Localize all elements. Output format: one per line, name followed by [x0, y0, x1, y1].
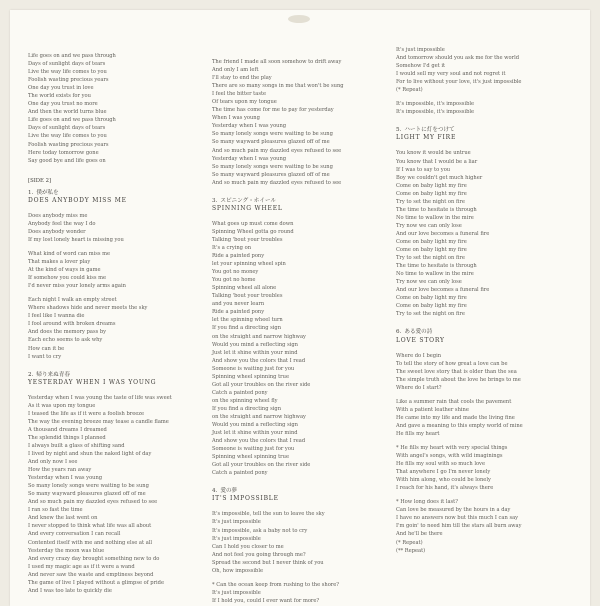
song-block: [212, 197, 392, 478]
lyric-line: Talking 'bout your troubles: [212, 293, 283, 300]
lyric-line: Come on baby light my fire: [396, 190, 467, 197]
lyric-line: I lived by night and shun the naked light of day: [28, 451, 152, 458]
lyric-line: And knew the last went on: [28, 515, 98, 522]
lyric-line: So many wayward pleasures glazed off of me: [212, 139, 330, 146]
lyric-line: And every crazy day brought something new to do: [28, 555, 160, 562]
lyric-line: I always built a glass of shifting sand: [28, 442, 125, 449]
song-number: 5.: [396, 127, 402, 134]
lyric-line: So many lonely songs were waiting to be sung: [212, 131, 333, 138]
lyric-line: So many lonely songs were waiting to be sung: [212, 163, 333, 170]
lyric-line: You know it would be untrue: [396, 150, 471, 157]
lyric-line: The simple truth about the love he brings to me: [396, 376, 521, 383]
lyric-line: Of tears upon my tongue: [212, 99, 277, 106]
song-block: [28, 371, 218, 595]
lyric-line: The friend I made all soon somehow to drift away: [212, 59, 342, 65]
lyric-line: And show you the colors that I read: [212, 438, 306, 445]
lyric-line: Catch a painted pony: [212, 470, 268, 477]
lyric-line: I'd never miss your lonely arms again: [28, 283, 126, 290]
lyric-line: And so much pain my dazzled eyes refused to see: [212, 147, 342, 154]
lyric-line: Yesterday when I was young: [28, 475, 103, 482]
lyric-line: With a patient leather shine: [396, 406, 469, 413]
lyric-line: * He fills my heart with very special things: [396, 445, 508, 452]
lyric-line: Like a summer rain that cools the pavement: [396, 398, 512, 405]
lyric-line: And only I am left: [212, 67, 259, 74]
lyric-line: The time to hesitate is through: [396, 206, 477, 213]
lyric-line: Come on baby light my fire: [396, 303, 467, 310]
lyric-line: If somehow you could kiss me: [28, 275, 107, 282]
lyric-line: Contented itself with me and nothing else at all: [28, 539, 153, 546]
lyric-line: Days of sunlight days of tears: [28, 125, 106, 132]
song-title-en: YESTERDAY WHEN I WAS YOUNG: [28, 378, 157, 386]
lyric-line: I feel like I wanna die: [28, 313, 85, 320]
lyric-line: What kind of word can miss me: [28, 250, 111, 257]
lyric-line: And does the memory pass by: [28, 329, 107, 336]
lyric-line: Would you mind a reflecting sign: [212, 422, 298, 429]
lyric-line: Where do I begin: [396, 352, 442, 359]
lyric-line: Come on baby light my fire: [396, 295, 467, 302]
lyric-line: Life goes on and we pass through: [28, 53, 116, 59]
song-title-jp-text: スピニング・ホイール: [220, 197, 277, 204]
lyric-line: And then the world turns blue: [28, 109, 107, 116]
lyric-line: Yesterday the moon was blue: [28, 547, 105, 554]
lyric-line: I'll stay to end the play: [212, 75, 272, 82]
lyric-line: The splendid things I planned: [28, 434, 106, 441]
lyric-line: I reach for his hand, it's always there: [396, 485, 494, 492]
lyric-line: Try now we can only lose: [396, 279, 462, 286]
song-title-jp: [28, 371, 218, 379]
lyric-line: How can it be: [28, 345, 65, 352]
lyric-line: If you find a directing sign: [212, 325, 282, 332]
song-title-en: LIGHT MY FIRE: [396, 134, 457, 142]
lyric-line: Catch a painted pony: [212, 389, 268, 396]
lyric-line: I used my magic age as if it were a wand: [28, 563, 135, 570]
song-title-jp: [28, 189, 218, 197]
lyric-line: The time has come for me to pay for yesterday: [212, 107, 334, 114]
lyric-line: Each night I walk an empty street: [28, 297, 117, 304]
song-title-jp: [396, 126, 584, 134]
song-block: [212, 487, 392, 605]
lyric-line: I teased the life as if it were a foolish breeze: [28, 410, 145, 417]
lyric-line: Just let it shine within your mind: [212, 349, 298, 356]
lyric-line: Somehow I'd get it: [396, 63, 446, 70]
column-3: [396, 46, 584, 555]
lyric-line: Oh, how impossible: [212, 567, 264, 574]
lyric-line: It's impossible, it's impossible: [396, 109, 475, 116]
lyric-line: Can love be measured by the hours in a day: [396, 507, 511, 514]
lyric-line: Does anybody wonder: [28, 228, 86, 235]
song-title-jp: [212, 487, 392, 495]
lyric-line: Try to set the night on fire: [396, 255, 465, 262]
lyric-line: You know that I would be a liar: [396, 158, 478, 165]
lyric-line: Does anybody miss me: [28, 212, 88, 219]
lyric-line: It's a crying on: [212, 244, 252, 251]
lyric-line: Spinning Wheel gotta go round: [212, 228, 294, 235]
lyric-line: And every conversation I can recall: [28, 531, 121, 538]
lyric-line: So many wayward pleasures glazed off of me: [212, 171, 330, 178]
lyric-line: Just let it shine within your mind: [212, 430, 298, 437]
song-title-jp: [212, 197, 392, 205]
lyric-line: He came into my life and made the living fine: [396, 414, 515, 421]
song-block: [396, 46, 584, 116]
lyric-line: How the years ran away: [28, 467, 92, 474]
lyric-line: Life goes on and we pass through: [28, 117, 116, 124]
lyric-line: Try to set the night on fire: [396, 198, 465, 205]
lyric-line: Got all your troubles on the river side: [212, 381, 311, 388]
lyric-line: Come on baby light my fire: [396, 182, 467, 189]
lyric-line: It's impossible, ask a baby not to cry: [212, 527, 308, 534]
lyric-line: Got all your troubles on the river side: [212, 462, 311, 469]
lyric-line: A thousand dreams I dreamed: [28, 426, 107, 433]
song-title-en: DOES ANYBODY MISS ME: [28, 196, 127, 204]
lyric-line: And not feel you going through me?: [212, 551, 306, 558]
lyric-line: To tell the story of how great a love can be: [396, 360, 508, 367]
lyric-line: And he'll be there: [396, 531, 443, 538]
lyric-line: let the spinning wheel turn: [212, 317, 283, 324]
lyric-line: Can I hold you closer to me: [212, 543, 284, 550]
song-title-jp-text: ハートに灯をつけて: [404, 127, 455, 134]
song-title-jp: [396, 328, 584, 336]
lyric-line: (** Repeat): [396, 547, 426, 554]
lyric-line: If I was to say to you: [396, 166, 451, 173]
song-number: 4.: [212, 488, 218, 495]
lyric-line: He fills my heart: [396, 430, 440, 437]
lyric-line: (* Repeat): [396, 539, 423, 546]
lyric-line: Spread the second but I never think of you: [212, 559, 324, 566]
song-title-jp-text: 僕が私を: [36, 189, 59, 196]
lyric-line: Try to set the night on fire: [396, 311, 465, 318]
song-number: 1.: [28, 189, 34, 196]
lyric-line: Foolish wasting precious years: [28, 141, 109, 148]
lyric-line: One day you trust in love: [28, 85, 94, 92]
lyric-line: It's impossible, it's impossible: [396, 101, 475, 108]
song-title-en: IT'S IMPOSSIBLE: [212, 495, 279, 503]
lyric-line: on the spinning wheel fly: [212, 397, 278, 404]
lyric-line: Would you mind a reflecting sign: [212, 341, 298, 348]
song-title-jp-text: 帰り来ぬ青春: [36, 371, 70, 378]
lyric-line: I never stopped to think what life was all about: [28, 523, 152, 530]
song-number: 3.: [212, 197, 218, 204]
lyric-line: Foolish wasting precious years: [28, 77, 109, 84]
lyric-line: Someone is waiting just for you: [212, 365, 295, 372]
lyric-line: on the straight and narrow highway: [212, 333, 306, 340]
song-number: 6.: [396, 329, 402, 336]
lyric-line: Here today tomorrow gone: [28, 149, 99, 156]
lyric-line: Come on baby light my fire: [396, 238, 467, 245]
lyric-line: Someone is waiting just for you: [212, 446, 295, 453]
lyric-line: If you find a directing sign: [212, 405, 282, 412]
lyric-line: The time to hesitate is through: [396, 263, 477, 270]
lyric-line: And show you the colors that I read: [212, 357, 306, 364]
lyric-line: I fool around with broken dreams: [28, 321, 116, 328]
lyric-line: It's just impossible: [212, 535, 261, 542]
punch-hole: [288, 15, 310, 23]
lyric-line: Anybody feel the way I do: [28, 220, 96, 227]
song-title-en: SPINNING WHEEL: [212, 204, 283, 212]
lyric-line: With him along, who could be lonely: [396, 477, 491, 484]
lyric-line: Spinning wheel all alone: [212, 285, 277, 292]
lyric-line: It's impossible, tell the sun to leave the sky: [212, 511, 325, 518]
lyric-line: And so much pain my dazzled eyes refused to see: [212, 179, 342, 186]
lyric-line: And our love becomes a funeral fire: [396, 230, 490, 237]
lyric-line: When I was young: [212, 115, 260, 122]
lyric-line: What goes up must come down: [212, 220, 294, 227]
lyric-line: I ran so fast the time: [28, 507, 83, 514]
lyric-line: on the straight and narrow highway: [212, 413, 306, 420]
lyric-line: Come on baby light my fire: [396, 247, 467, 254]
lyric-line: Days of sunlight days of tears: [28, 61, 106, 68]
lyric-line: I would sell my very soul and not regret it: [396, 71, 506, 78]
lyric-line: let your spinning wheel spin: [212, 261, 286, 268]
lyric-line: The world exists for you: [28, 93, 91, 100]
lyric-line: It's just impossible: [212, 519, 261, 526]
lyric-line: Where do I start?: [396, 384, 442, 391]
lyric-line: It's just impossible: [212, 589, 261, 596]
lyric-line: (* Repeat): [396, 87, 423, 94]
song-title-jp-text: 愛の夢: [220, 488, 238, 495]
lyric-line: Yesterday when I was young the taste of life was sweet: [28, 394, 172, 401]
lyric-line: Yesterday when I was young: [212, 123, 287, 130]
lyric-line: Ride a painted pony: [212, 309, 265, 316]
lyric-line: The way the evening breeze may tease a candle flame: [28, 418, 169, 425]
lyric-line: Each echo seems to ask why: [28, 337, 103, 344]
lyric-line: You got no home: [212, 277, 256, 284]
lyric-line: That makes a lover play: [28, 259, 91, 266]
song-title-en: LOVE STORY: [396, 336, 445, 344]
song-block: [28, 52, 218, 165]
lyric-line: I want to cry: [28, 353, 62, 360]
lyric-line: I'm goin' to need him till the stars all burn away: [396, 523, 522, 530]
lyric-line: * How long does it last?: [396, 499, 459, 506]
lyric-line: I feel the bitter taste: [212, 91, 267, 98]
lyric-line: Say good bye and life goes on: [28, 157, 106, 164]
lyric-line: If my lost lonely heart is missing you: [28, 236, 124, 243]
lyric-line: And only now I see: [28, 459, 78, 466]
lyric-line: I have no answers now but this much I can say: [396, 515, 519, 522]
lyric-line: At the kind of ways in game: [28, 267, 101, 274]
lyric-line: For to live without your love, it's just impossible: [396, 79, 522, 86]
lyric-line: Where shadows hide and never meets the sky: [28, 305, 148, 312]
lyric-line: Live the way life comes to you: [28, 69, 107, 76]
song-block: [396, 328, 584, 554]
lyric-line: So many lonely songs were waiting to be sung: [28, 483, 149, 490]
lyric-line: The game of live I played without a glimpse of pride: [28, 579, 164, 586]
lyric-line: Spinning wheel spinning true: [212, 373, 289, 380]
song-block: [396, 126, 584, 318]
lyric-line: There are so many songs in me that won't be sung: [212, 83, 344, 90]
lyric-line: * Can the ocean keep from rushing to the shore?: [212, 581, 340, 588]
lyric-line: Spinning wheel spinning true: [212, 454, 289, 461]
song-number: 2.: [28, 371, 34, 378]
lyric-line: If I hold you, could I ever want for more?: [212, 597, 320, 604]
column-1: [28, 52, 218, 595]
lyric-line: You got no money: [212, 269, 259, 276]
song-block: [212, 58, 392, 187]
lyric-line: And tomorrow should you ask me for the world: [396, 55, 520, 62]
column-2: [212, 58, 392, 605]
lyric-line: With angel's songs, with wild imaginings: [396, 453, 503, 460]
lyric-line: Live the way life comes to you: [28, 133, 107, 140]
lyric-line: That anywhere I go I'm never lonely: [396, 469, 491, 476]
lyric-line: And I was too late to quickly die: [28, 587, 112, 594]
lyric-line: Boy we couldn't get much higher: [396, 174, 483, 181]
lyric-line: Try now we can only lose: [396, 222, 462, 229]
lyric-line: So many wayward pleasures glazed off of me: [28, 491, 146, 498]
lyric-line: And never saw the waste and emptiness beyond: [28, 571, 154, 578]
lyric-line: The sweet love story that is older than the sea: [396, 368, 517, 375]
lyric-line: No time to wallow in the mire: [396, 271, 474, 278]
lyric-line: One day you trust no more: [28, 101, 98, 108]
lyric-line: As it was upon my tongue: [28, 402, 96, 409]
song-title-jp-text: ある愛の詩: [404, 329, 433, 336]
lyric-line: Ride a painted pony: [212, 253, 265, 260]
lyric-line: It's just impossible: [396, 47, 445, 53]
side-label: [SIDE 2]: [28, 177, 52, 184]
lyric-line: And our love becomes a funeral fire: [396, 287, 490, 294]
lyric-line: No time to wallow in the mire: [396, 214, 474, 221]
lyric-line: Talking 'bout your troubles: [212, 236, 283, 243]
lyric-line: Yesterday when I was young: [212, 155, 287, 162]
lyric-line: And gave a meaning to this empty world of mine: [396, 422, 523, 429]
lyric-sheet: [10, 10, 590, 606]
song-block: [28, 177, 218, 361]
lyric-line: and you never learn: [212, 301, 265, 308]
lyric-line: He fills my soul with so much love: [396, 461, 485, 468]
lyric-line: And so much pain my dazzled eyes refused to see: [28, 499, 158, 506]
